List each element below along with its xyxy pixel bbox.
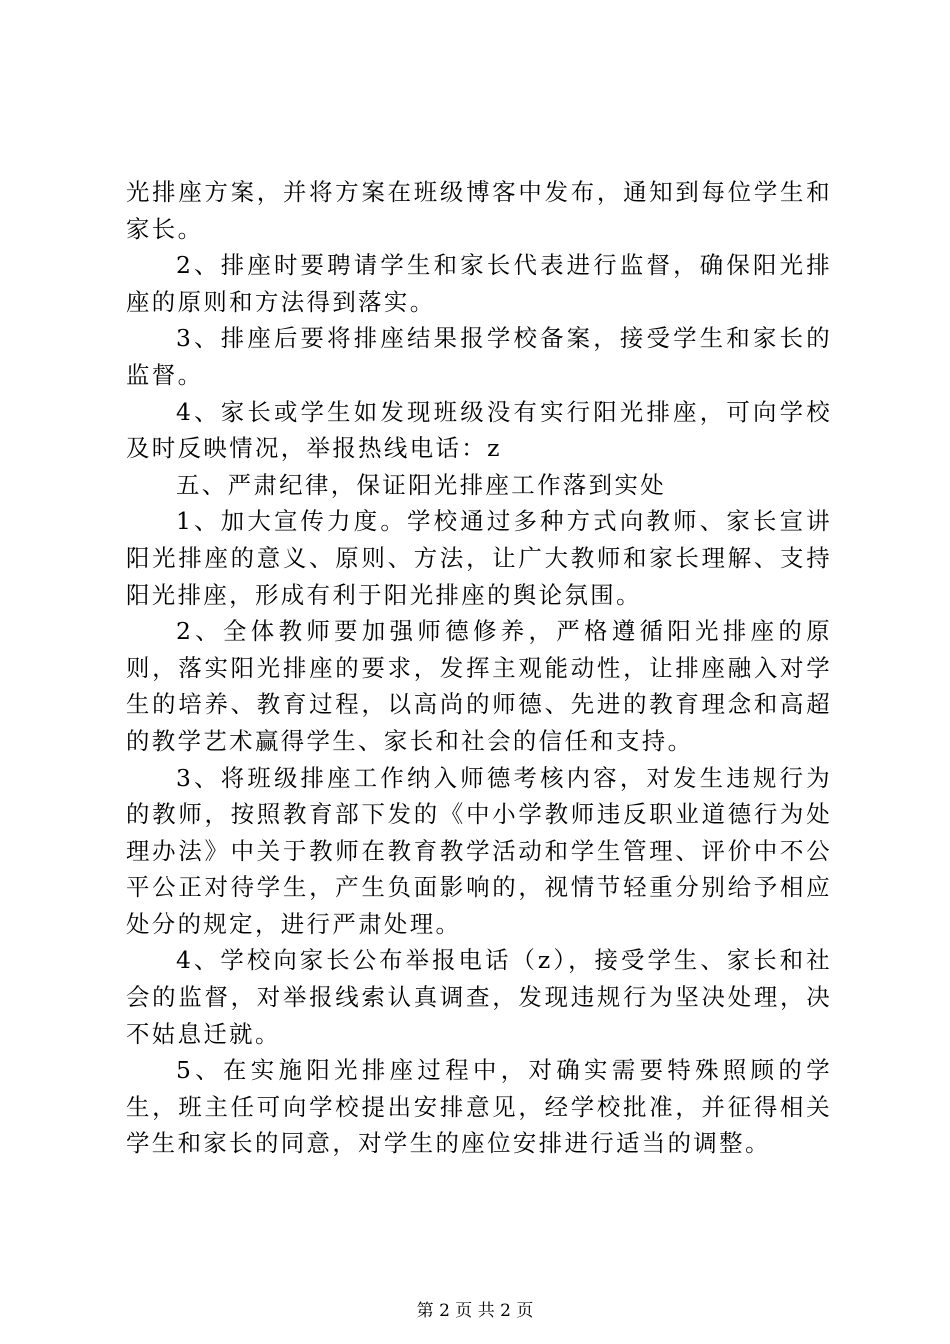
document-body [126, 174, 832, 1162]
paragraph-section5-item-2: 2、全体教师要加强师德修养，严格遵循阳光排座的原则，落实阳光排座的要求，发挥主观能动性，让排座融入对学生的培养、教育过程，以高尚的师德、先进的教育理念和高超的教学艺术赢得学生、家长和社会的信任和支持。 [126, 617, 832, 755]
paragraph-section5-item-3: 3、将班级排座工作纳入师德考核内容，对发生违规行为的教师，按照教育部下发的《中小学教师违反职业道德行为处理办法》中关于教师在教育教学活动和学生管理、评价中不公平公正对待学生，产生负面影响的，视情节轻重分别给予相应处分的规定，进行严肃处理。 [126, 763, 832, 938]
page-footer [0, 1300, 950, 1322]
paragraph-section5-item-5: 5、在实施阳光排座过程中，对确实需要特殊照顾的学生，班主任可向学校提出安排意见，经学校批准，并征得相关学生和家长的同意，对学生的座位安排进行适当的调整。 [126, 1056, 832, 1158]
paragraph-item-3: 3、排座后要将排座结果报学校备案，接受学生和家长的监督。 [126, 324, 832, 389]
paragraph-continuation: 光排座方案，并将方案在班级博客中发布，通知到每位学生和家长。 [126, 178, 832, 243]
paragraph-item-2: 2、排座时要聘请学生和家长代表进行监督，确保阳光排座的原则和方法得到落实。 [126, 251, 832, 316]
paragraph-section5-item-4: 4、学校向家长公布举报电话（z），接受学生、家长和社会的监督，对举报线索认真调查，发现违规行为坚决处理，决不姑息迁就。 [126, 946, 832, 1048]
page-number-label: 第 2 页 共 2 页 [416, 1301, 534, 1321]
paragraph-item-4: 4、家长或学生如发现班级没有实行阳光排座，可向学校及时反映情况，举报热线电话：z [126, 397, 832, 463]
paragraph-section5-item-1: 1、加大宣传力度。学校通过多种方式向教师、家长宣讲阳光排座的意义、原则、方法，让广大教师和家长理解、支持阳光排座，形成有利于阳光排座的舆论氛围。 [126, 507, 832, 609]
section-heading-five: 五、严肃纪律，保证阳光排座工作落到实处 [176, 470, 667, 499]
